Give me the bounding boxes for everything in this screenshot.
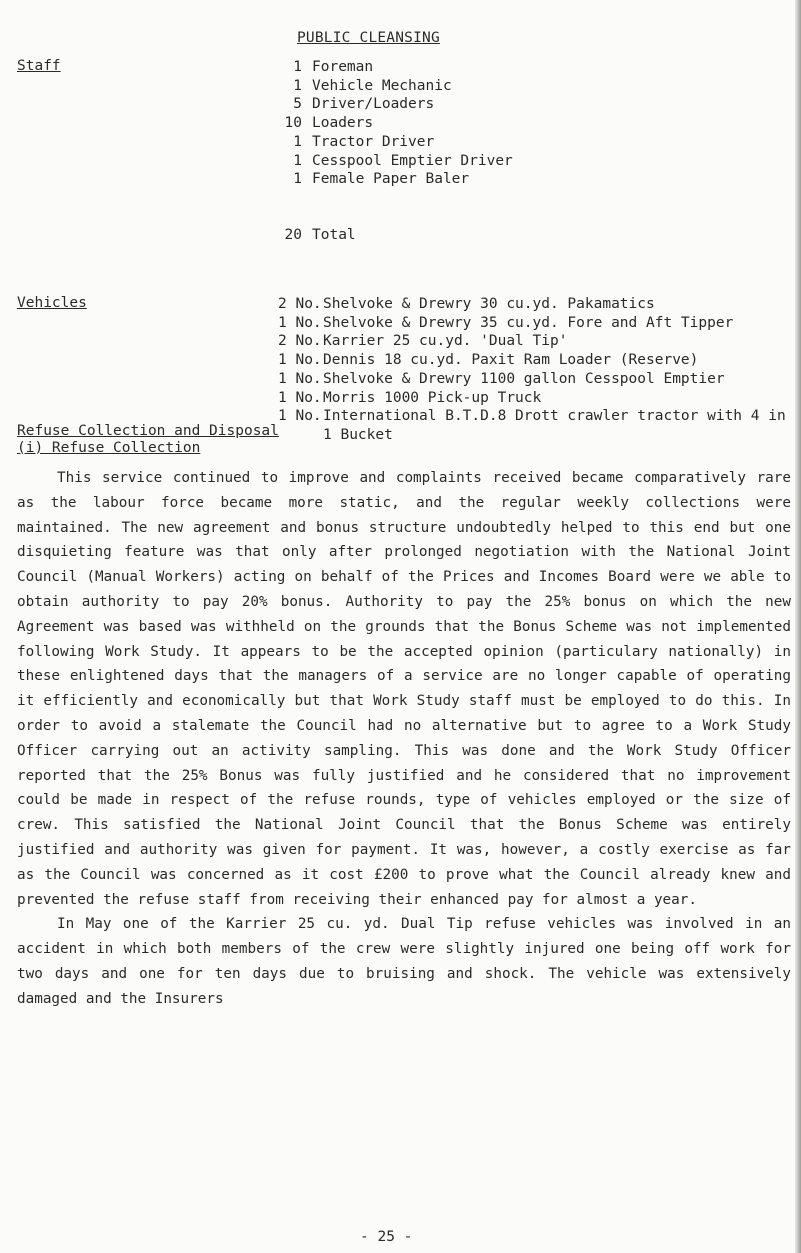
staff-role: Female Paper Baler: [312, 171, 470, 188]
staff-row: [278, 77, 513, 96]
staff-total-label: Total: [312, 227, 356, 243]
staff-qty: 1: [293, 77, 302, 94]
staff-row: [278, 152, 513, 171]
staff-role: Driver/Loaders: [312, 96, 435, 113]
vehicle-qty: 2 No.: [278, 333, 322, 350]
vehicle-row: [278, 370, 793, 389]
vehicles-label: Vehicles: [17, 295, 87, 311]
staff-qty: 1: [293, 152, 302, 169]
staff-qty: 1: [293, 133, 302, 150]
section-heading: Refuse Collection and Disposal: [17, 423, 279, 439]
vehicle-row: [278, 407, 793, 444]
vehicle-desc: Morris 1000 Pick-up Truck: [323, 389, 542, 406]
staff-qty: 1: [293, 59, 302, 75]
vehicles-list: [278, 295, 793, 445]
staff-qty: 10: [284, 115, 302, 132]
vehicle-desc: Karrier 25 cu.yd. 'Dual Tip': [323, 333, 568, 350]
staff-role: Loaders: [312, 115, 374, 132]
vehicle-qty: 1 No.: [278, 314, 322, 331]
vehicle-qty: 1 No.: [278, 389, 322, 406]
staff-row: [278, 133, 513, 152]
vehicle-row: [278, 314, 793, 333]
vehicle-qty: 2 No.: [278, 296, 322, 312]
staff-list: [278, 58, 513, 189]
staff-total-qty: 20: [284, 227, 302, 243]
body-text: [17, 466, 791, 1012]
staff-qty: 5: [293, 96, 302, 113]
section-subheading: (i) Refuse Collection: [17, 440, 201, 456]
staff-role: Cesspool Emptier Driver: [312, 152, 513, 169]
page-edge-shadow: [795, 0, 801, 1253]
staff-role: Vehicle Mechanic: [312, 77, 452, 94]
vehicle-qty: 1 No.: [278, 370, 322, 387]
staff-role: Tractor Driver: [312, 133, 435, 150]
staff-total: [278, 227, 356, 243]
page-number: - 25 -: [360, 1229, 413, 1245]
staff-row: [278, 114, 513, 133]
staff-row: [278, 58, 513, 77]
vehicle-row: [278, 351, 793, 370]
vehicle-qty: 1 No.: [278, 352, 322, 369]
staff-row: [278, 170, 513, 189]
page-title: PUBLIC CLEANSING: [297, 30, 440, 46]
staff-qty: 1: [293, 171, 302, 188]
vehicle-desc: International B.T.D.8 Drott crawler tractor with 4 in 1 Bucket: [323, 408, 786, 443]
vehicle-desc: Dennis 18 cu.yd. Paxit Ram Loader (Reserve): [323, 352, 699, 369]
vehicle-desc: Shelvoke & Drewry 35 cu.yd. Fore and Aft Tipper: [323, 314, 734, 331]
staff-row: [278, 95, 513, 114]
vehicle-row: [278, 295, 793, 314]
vehicle-row: [278, 332, 793, 351]
vehicle-qty: 1 No.: [278, 408, 322, 425]
vehicle-desc: Shelvoke & Drewry 30 cu.yd. Pakamatics: [323, 296, 655, 312]
paragraph: In May one of the Karrier 25 cu. yd. Dual Tip refuse vehicles was involved in an accident in which both members of the crew were slightly injured one being off work for two days and one for ten days due to bruising and shock. The vehicle was extensively damaged and the Insurers: [17, 916, 791, 1007]
vehicle-desc: Shelvoke & Drewry 1100 gallon Cesspool Emptier: [323, 370, 725, 387]
staff-label: Staff: [17, 58, 61, 74]
paragraph: This service continued to improve and complaints received became comparatively rare as the labour force became more static, and the regular weekly collections were maintained. The new agreement and bonus structure undoubtedly helped to this end but one disquieting feature was that only after prolonged negotiation with the National Joint Council (Manual Workers) acting on behalf of the Prices and Incomes Board were we able to obtain authority to pay 20% bonus. Authority to pay the 25% bonus on which the new Agreement was based was withheld on the grounds that the Bonus Scheme was not implemented following Work Study. It appears to be the accepted opinion (particulary nationally) in these enlightened days that the managers of a service are no longer capable of operating it efficiently and economically but that Work Study staff must be employed to do this. In order to avoid a stalemate the Council had no alternative but to agree to a Work Study Officer carrying out an activity sampling. This was done and the Work Study Officer reported that the 25% Bonus was fully justified and he considered that no improvement could be made in respect of the refuse rounds, type of vehicles employed or the size of crew. This satisfied the National Joint Council that the Bonus Scheme was entirely justified and authority was given for payment. It was, however, a costly exercise as far as the Council was concerned as it cost £200 to prove what the Council already knew and prevented the refuse staff from receiving their enhanced pay for almost a year.: [17, 470, 791, 908]
vehicle-row: [278, 389, 793, 408]
staff-role: Foreman: [312, 59, 374, 75]
